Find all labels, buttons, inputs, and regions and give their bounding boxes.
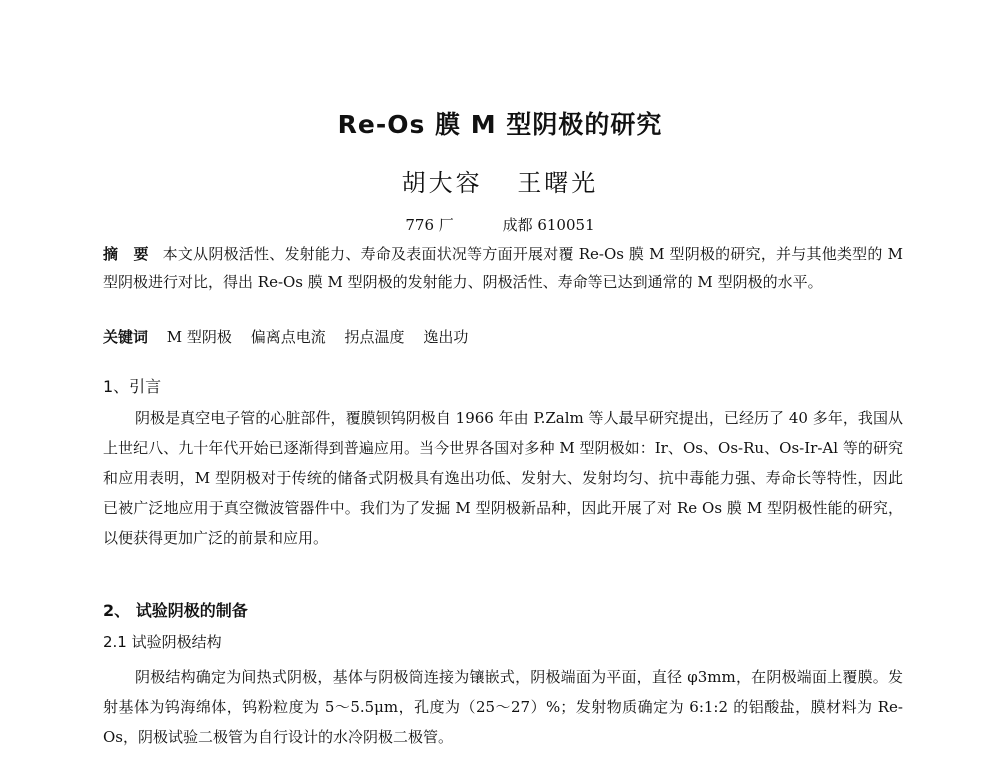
abstract-text: 本文从阴极活性、发射能力、寿命及表面状况等方面开展对覆 Re-Os 膜 M 型阴极的研究，并与其他类型的 M 型阴极进行对比，得出 Re-Os 膜 M 型阴极的发射能力、阴极活性、寿命等已达到通常的 M 型阴极的水平。	[103, 245, 903, 291]
author-list	[0, 163, 1000, 198]
affiliation-city: 成都 610051	[502, 216, 595, 234]
affiliation	[0, 214, 1000, 235]
abstract	[103, 240, 903, 296]
abstract-label: 摘 要	[103, 245, 149, 263]
author-name: 王曙光	[517, 169, 599, 197]
keywords-label: 关键词	[103, 328, 149, 346]
subsection-heading-cathode-structure: 2.1 试验阴极结构	[103, 633, 222, 651]
keyword: 拐点温度	[344, 328, 405, 346]
keywords	[103, 323, 903, 351]
keyword: M 型阴极	[166, 328, 232, 346]
section-heading-introduction: 1、引言	[103, 377, 162, 396]
section-heading-cathode-preparation: 2、 试验阴极的制备	[103, 601, 248, 620]
paper-title: Re-Os 膜 M 型阴极的研究	[337, 110, 663, 139]
cathode-structure-paragraph: 阴极结构确定为间热式阴极，基体与阴极筒连接为镶嵌式，阴极端面为平面，直径 φ3mm，在阴极端面上覆膜。发射基体为钨海绵体，钨粉粒度为 5～5.5μm，孔度为（25～27）%；发射物质确定为 6:1:2 的铝酸盐，膜材料为 Re-Os，阴极试验二极管为自行设计的水冷阴极二极管。	[103, 668, 903, 746]
introduction-paragraph: 阴极是真空电子管的心脏部件，覆膜钡钨阴极自 1966 年由 P.Zalm 等人最早研究提出，已经历了 40 多年，我国从上世纪八、九十年代开始已逐渐得到普遍应用。当今世界各国对多种 M 型阴极如：Ir、Os、Os-Ru、Os-Ir-Al 等的研究和应用表明，M 型阴极对于传统的储备式阴极具有逸出功低、发射大、发射均匀、抗中毒能力强、寿命长等特性，因此已被广泛地应用于真空微波管器件中。我们为了发掘 M 型阴极新品种，因此开展了对 Re Os 膜 M 型阴极性能的研究，以便获得更加广泛的前景和应用。	[103, 409, 903, 547]
affiliation-org: 776 厂	[405, 216, 454, 234]
keyword: 偏离点电流	[250, 328, 326, 346]
keyword: 逸出功	[423, 328, 469, 346]
author-name: 胡大容	[401, 169, 483, 197]
